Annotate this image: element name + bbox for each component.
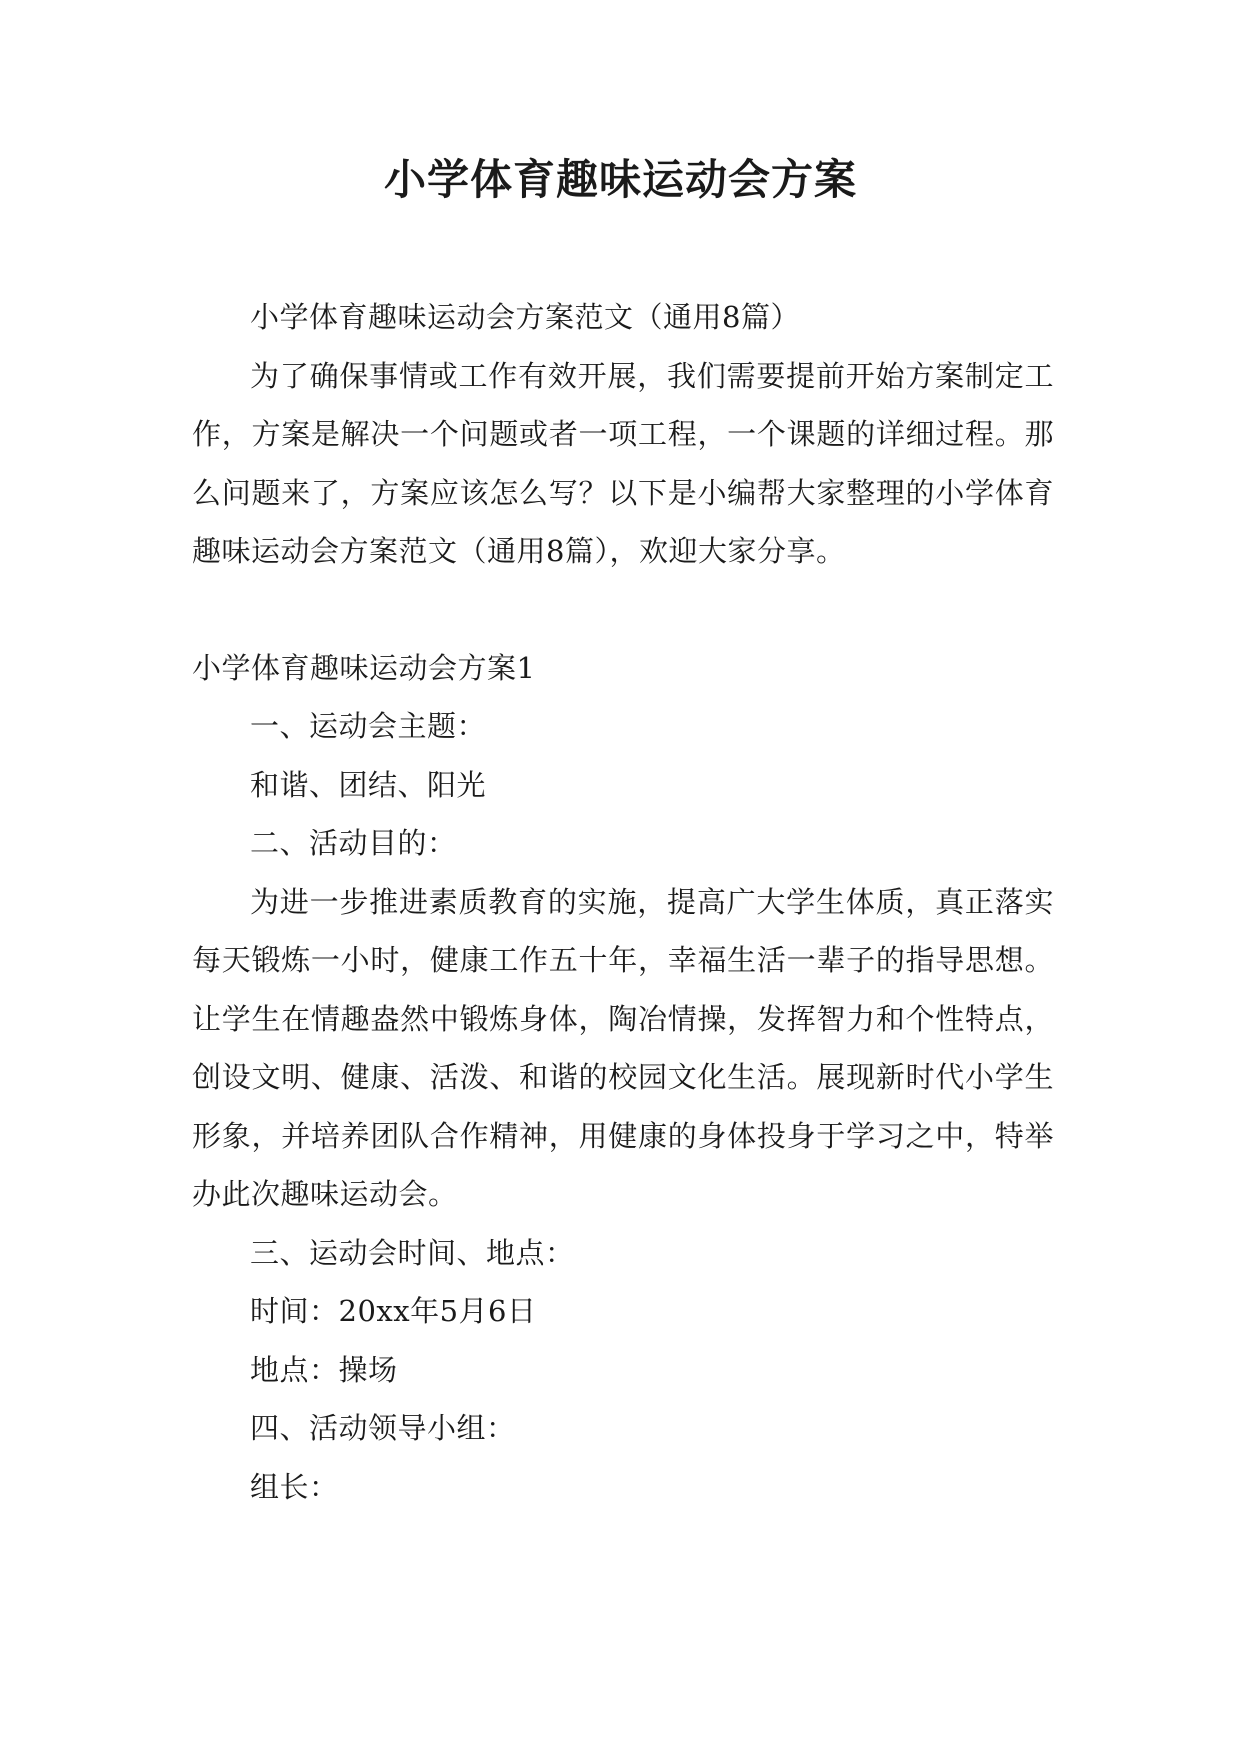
theme-text: 和谐、团结、阳光	[250, 767, 487, 802]
place-text: 地点：操场	[250, 1352, 398, 1387]
time-text: 时间：20xx年5月6日	[250, 1294, 537, 1328]
time-place-heading: 三、运动会时间、地点：	[250, 1235, 575, 1270]
document-body	[192, 288, 1054, 1516]
leader-text: 组长：	[250, 1469, 339, 1504]
goal-heading: 二、活动目的：	[250, 826, 457, 860]
theme-heading: 一、运动会主题：	[250, 709, 487, 743]
paragraph-spacer	[192, 581, 1054, 639]
document-title: 小学体育趣味运动会方案	[383, 155, 857, 204]
goal-paragraph: 为进一步推进素质教育的实施，提高广大学生体质，真正落实每天锻炼一小时，健康工作五十年，幸福生活一辈子的指导思想。让学生在情趣盎然中锻炼身体，陶冶情操，发挥智力和个性特点，创设文明、健康、活泼、和谐的校园文化生活。展现新时代小学生形象，并培养团队合作精神，用健康的身体投身于学习之中，特举办此次趣味运动会。	[192, 884, 1054, 1211]
intro-paragraph: 为了确保事情或工作有效开展，我们需要提前开始方案制定工作，方案是解决一个问题或者一项工程，一个课题的详细过程。那么问题来了，方案应该怎么写？以下是小编帮大家整理的小学体育趣味运动会方案范文（通用8篇），欢迎大家分享。	[192, 358, 1054, 568]
leader-heading: 四、活动领导小组：	[250, 1411, 516, 1445]
subtitle-paragraph: 小学体育趣味运动会方案范文（通用8篇）	[250, 300, 800, 334]
section-heading: 小学体育趣味运动会方案1	[192, 650, 536, 685]
